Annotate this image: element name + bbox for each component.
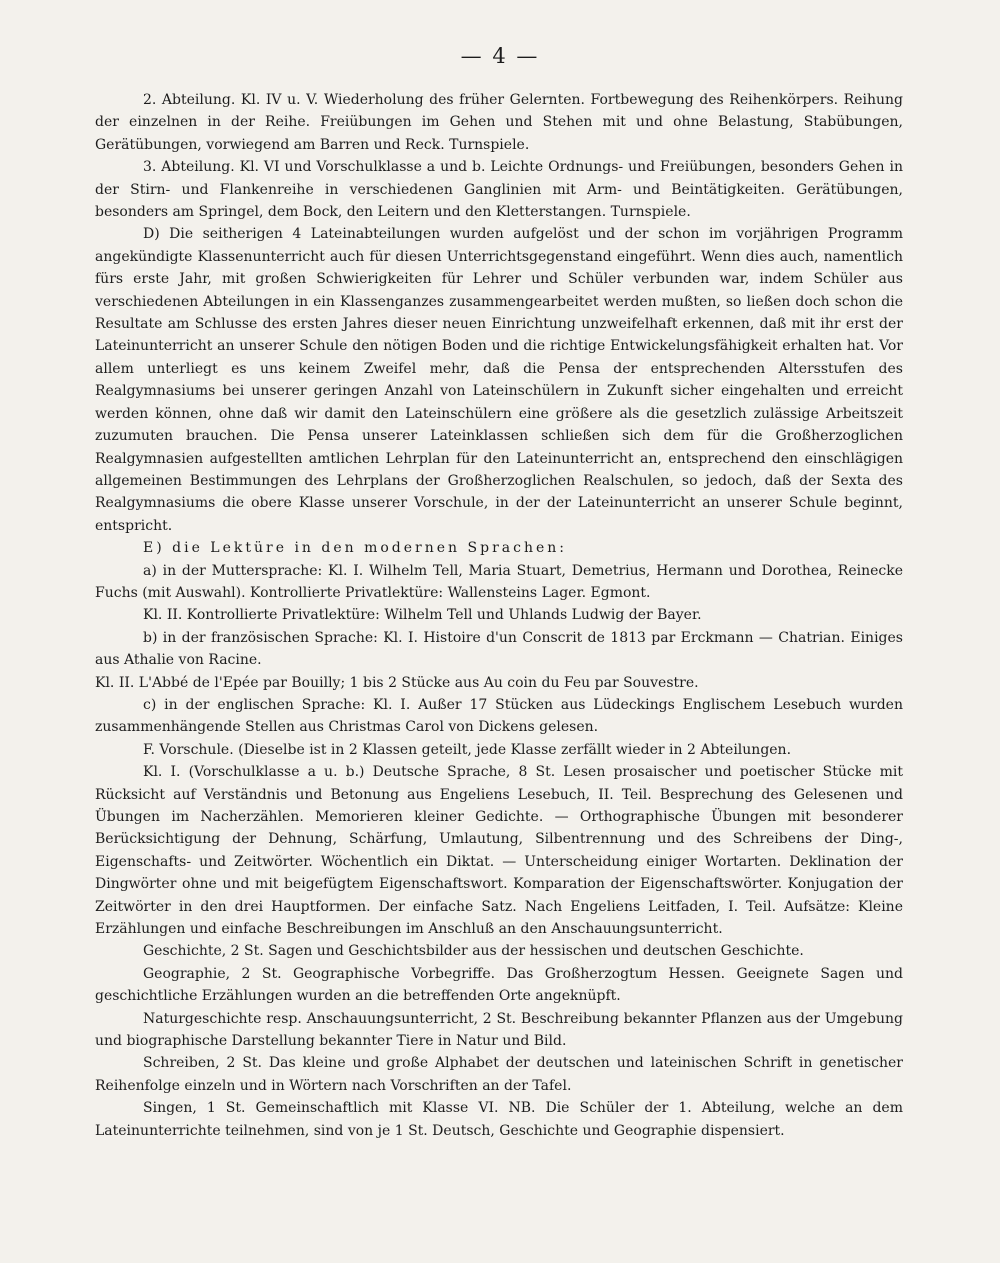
paragraph-muttersprache-kl2: Kl. II. Kontrollierte Privatlektüre: Wilhelm Tell und Uhlands Ludwig der Bayer.: [143, 607, 702, 624]
paragraph-latein: D) Die seitherigen 4 Lateinabteilungen wurden aufgelöst und der schon im vorjährigen Programm angekündigte Klassenunterricht auch für diesen Unterrichtsgegenstand eingeführt. Wenn dies auch, namentlich fürs erste Jahr, mit großen Schwierigkeiten für Lehrer und Schüler verbunden war, indem Schüler aus verschiedenen Abteilungen in ein Klassenganzes zusammengearbeitet werden mußten, so ließen doch schon die Resultate am Schlusse des ersten Jahres dieser neuen Einrichtung unzweifelhaft erkennen, daß mit ihr erst der Lateinunterricht an unserer Schule den nötigen Boden und die richtige Entwickelungsfähigkeit erhalten hat. Vor allem unterliegt es uns keinem Zweifel mehr, daß die Pensa der entsprechenden Altersstufen des Realgymnasiums bei unserer geringen Anzahl von Lateinschülern in Zukunft sicher eingehalten und erreicht werden können, ohne daß wir damit den Lateinschülern eine größere als die gesetzlich zulässige Arbeitszeit zuzumuten brauchen. Die Pensa unserer Lateinklassen schließen sich dem für die Großherzoglichen Realgymnasien aufgestellten amtlichen Lehrplan für den Lateinunterricht an, entsprechend den einschlägigen allgemeinen Bestimmungen des Lehrplans der Großherzoglichen Realschulen, so jedoch, daß der Sexta des Realgymnasiums die obere Klasse unserer Vorschule, in der der Lateinunterricht an unserer Schule beginnt, entspricht.: [95, 226, 903, 534]
paragraph-naturgeschichte: Naturgeschichte resp. Anschauungsunterricht, 2 St. Beschreibung bekannter Pflanzen aus der Umgebung und biographische Darstellung bekannter Tiere in Natur und Bild.: [95, 1010, 903, 1050]
heading-lektuere: E) die Lektüre in den modernen Sprachen:: [143, 540, 567, 557]
paragraph-turnen-abteilung-2: 2. Abteilung. Kl. IV u. V. Wiederholung des früher Gelernten. Fortbewegung des Reihenkörpers. Reihung der einzelnen in der Reihe. Freiübungen im Gehen und Stehen mit und ohne Belastung, Stabübungen, Gerätübungen, vorwiegend am Barren und Reck. Turnspiele.: [95, 92, 903, 153]
paragraph-deutsche-sprache: Kl. I. (Vorschulklasse a u. b.) Deutsche Sprache, 8 St. Lesen prosaischer und poetischer Stücke mit Rücksicht auf Verständnis und Betonung aus Engeliens Lesebuch, II. Teil. Besprechung des Gelesenen und Übungen im Nacherzählen. Memorieren kleiner Gedichte. — Orthographische Übungen mit besonderer Berücksichtigung der Dehnung, Schärfung, Umlautung, Silbentrennung und des Schreibens der Ding-, Eigenschafts- und Zeitwörter. Wöchentlich ein Diktat. — Unterscheidung einiger Wortarten. Deklination der Dingwörter ohne und mit beigefügtem Eigenschaftswort. Komparation der Eigenschaftswörter. Konjugation der Zeitwörter in den drei Hauptformen. Der einfache Satz. Nach Engeliens Leitfaden, I. Teil. Aufsätze: Kleine Erzählungen und einfache Beschreibungen im Anschluß an den Anschauungsunterricht.: [95, 764, 903, 938]
paragraph-franzoesisch: b) in der französischen Sprache: Kl. I. Histoire d'un Conscrit de 1813 par Erckmann — Chatrian. Einiges aus Athalie von Racine.: [95, 629, 903, 669]
paragraph-turnen-abteilung-3: 3. Abteilung. Kl. VI und Vorschulklasse a und b. Leichte Ordnungs- und Freiübungen, besonders Gehen in der Stirn- und Flankenreihe in verschiedenen Ganglinien mit Arm- und Beintätigkeiten. Gerätübungen, besonders am Springel, dem Bock, den Leitern und den Kletterstangen. Turnspiele.: [95, 159, 903, 221]
paragraph-geschichte: Geschichte, 2 St. Sagen und Geschichtsbilder aus der hessischen und deutschen Geschichte.: [143, 943, 804, 960]
page-number: — 4 —: [460, 44, 540, 68]
paragraph-geographie: Geographie, 2 St. Geographische Vorbegriffe. Das Großherzogtum Hessen. Geeignete Sagen und geschichtliche Erzählungen wurden an die betreffenden Orte angeknüpft.: [95, 965, 903, 1005]
text-column: [95, 89, 903, 1142]
paragraph-franzoesisch-kl2: Kl. II. L'Abbé de l'Epée par Bouilly; 1 bis 2 Stücke aus Au coin du Feu par Souvestre.: [95, 674, 699, 691]
paragraph-vorschule: F. Vorschule. (Dieselbe ist in 2 Klassen geteilt, jede Klasse zerfällt wieder in 2 Abteilungen.: [143, 741, 792, 758]
paragraph-muttersprache: a) in der Muttersprache: Kl. I. Wilhelm Tell, Maria Stuart, Demetrius, Hermann und Dorothea, Reinecke Fuchs (mit Auswahl). Kontrollierte Privatlektüre: Wallensteins Lager. Egmont.: [95, 562, 903, 601]
paragraph-englisch: c) in der englischen Sprache: Kl. I. Außer 17 Stücken aus Lüdeckings Englischem Lesebuch wurden zusammenhängende Stellen aus Christmas Carol von Dickens gelesen.: [95, 696, 903, 736]
paragraph-singen: Singen, 1 St. Gemeinschaftlich mit Klasse VI. NB. Die Schüler der 1. Abteilung, welche an dem Lateinunterrichte teilnehmen, sind von je 1 St. Deutsch, Geschichte und Geographie dispensiert.: [95, 1100, 903, 1139]
paragraph-schreiben: Schreiben, 2 St. Das kleine und große Alphabet der deutschen und lateinischen Schrift in genetischer Reihenfolge einzeln und in Wörtern nach Vorschriften an der Tafel.: [95, 1055, 903, 1094]
